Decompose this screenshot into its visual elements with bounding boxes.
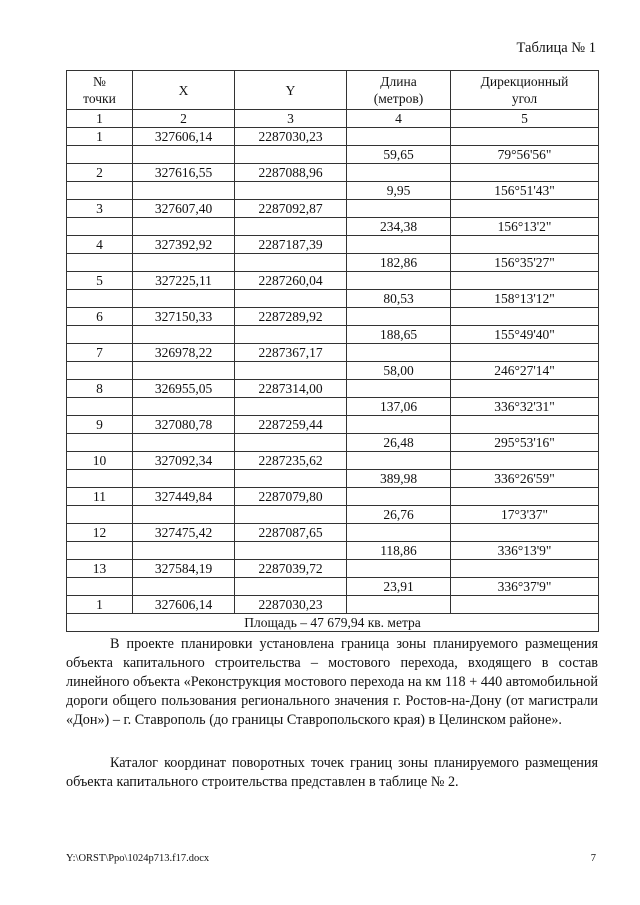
length-cell: 26,76 <box>347 506 451 524</box>
table-row <box>67 146 599 164</box>
y-cell: 2287030,23 <box>235 596 347 614</box>
x-cell <box>133 362 235 380</box>
x-cell: 327607,40 <box>133 200 235 218</box>
y-cell: 2287235,62 <box>235 452 347 470</box>
y-cell: 2287187,39 <box>235 236 347 254</box>
table-row <box>67 200 599 218</box>
y-cell: 2287092,87 <box>235 200 347 218</box>
table-row <box>67 344 599 362</box>
point-number-cell: 2 <box>67 164 133 182</box>
table-row <box>67 416 599 434</box>
angle-cell <box>451 488 599 506</box>
angle-cell <box>451 200 599 218</box>
y-cell <box>235 290 347 308</box>
length-cell <box>347 344 451 362</box>
point-number-cell <box>67 434 133 452</box>
length-cell <box>347 560 451 578</box>
x-cell: 327449,84 <box>133 488 235 506</box>
y-cell <box>235 254 347 272</box>
length-cell: 182,86 <box>347 254 451 272</box>
angle-cell: 336°13'9" <box>451 542 599 560</box>
angle-cell <box>451 560 599 578</box>
length-cell <box>347 308 451 326</box>
x-cell <box>133 506 235 524</box>
y-cell <box>235 506 347 524</box>
paragraph-catalog <box>66 754 598 792</box>
y-cell <box>235 434 347 452</box>
column-number: 5 <box>451 110 599 128</box>
length-cell: 137,06 <box>347 398 451 416</box>
y-cell: 2287260,04 <box>235 272 347 290</box>
y-cell <box>235 362 347 380</box>
angle-cell: 155°49'40" <box>451 326 599 344</box>
y-cell: 2287079,80 <box>235 488 347 506</box>
column-numbers-row <box>67 110 599 128</box>
column-number: 2 <box>133 110 235 128</box>
point-number-cell: 1 <box>67 596 133 614</box>
x-cell <box>133 434 235 452</box>
y-cell <box>235 542 347 560</box>
angle-cell <box>451 452 599 470</box>
point-number-cell <box>67 362 133 380</box>
length-cell <box>347 452 451 470</box>
point-number-cell <box>67 254 133 272</box>
angle-cell: 246°27'14" <box>451 362 599 380</box>
table-row <box>67 128 599 146</box>
length-cell: 26,48 <box>347 434 451 452</box>
table-row <box>67 488 599 506</box>
y-cell: 2287087,65 <box>235 524 347 542</box>
length-cell <box>347 416 451 434</box>
length-cell <box>347 524 451 542</box>
y-cell <box>235 326 347 344</box>
point-number-cell: 12 <box>67 524 133 542</box>
point-number-cell <box>67 290 133 308</box>
table-row <box>67 578 599 596</box>
x-cell: 327150,33 <box>133 308 235 326</box>
length-cell: 23,91 <box>347 578 451 596</box>
point-number-cell: 6 <box>67 308 133 326</box>
length-cell: 59,65 <box>347 146 451 164</box>
length-cell: 9,95 <box>347 182 451 200</box>
header-direction-angle: Дирекционный угол <box>451 71 599 110</box>
point-number-cell: 8 <box>67 380 133 398</box>
header-length: Длина (метров) <box>347 71 451 110</box>
paragraph-text: Каталог координат поворотных точек границ зоны планируемого размещения объекта капитального строительства представлен в таблице № 2. <box>66 755 598 790</box>
angle-cell: 79°56'56" <box>451 146 599 164</box>
length-cell <box>347 164 451 182</box>
point-number-cell: 7 <box>67 344 133 362</box>
table-row <box>67 308 599 326</box>
table-row <box>67 542 599 560</box>
header-y: Y <box>235 71 347 110</box>
y-cell: 2287289,92 <box>235 308 347 326</box>
length-cell <box>347 236 451 254</box>
paragraph-text: В проекте планировки установлена граница зоны планируемого размещения объекта капитального строительства – мостового перехода, входящего в состав линейного объекта «Реконструкция мостового перехода на км 118 + 440 автомобильной дороги общего пользования регионального значения г. Ростов-на-Дону (от магистрали «Дон») – г. Ставрополь (до границы Ставропольского края) в Целинском районе». <box>66 636 598 728</box>
column-number: 1 <box>67 110 133 128</box>
x-cell: 327616,55 <box>133 164 235 182</box>
x-cell <box>133 290 235 308</box>
x-cell: 327606,14 <box>133 128 235 146</box>
length-cell <box>347 200 451 218</box>
y-cell <box>235 398 347 416</box>
table-row <box>67 236 599 254</box>
point-number-cell: 3 <box>67 200 133 218</box>
x-cell <box>133 254 235 272</box>
angle-cell: 336°26'59" <box>451 470 599 488</box>
point-number-cell <box>67 218 133 236</box>
x-cell: 326955,05 <box>133 380 235 398</box>
angle-cell: 156°35'27" <box>451 254 599 272</box>
x-cell <box>133 578 235 596</box>
point-number-cell: 11 <box>67 488 133 506</box>
footer-file-path: Y:\ORST\Ppo\1024p713.f17.docx <box>66 853 210 864</box>
point-number-cell: 10 <box>67 452 133 470</box>
table-row <box>67 398 599 416</box>
header-point-number: № точки <box>67 71 133 110</box>
y-cell: 2287367,17 <box>235 344 347 362</box>
length-cell: 80,53 <box>347 290 451 308</box>
table-row <box>67 182 599 200</box>
y-cell: 2287314,00 <box>235 380 347 398</box>
point-number-cell: 5 <box>67 272 133 290</box>
table-header-row <box>67 71 599 110</box>
y-cell <box>235 182 347 200</box>
y-cell: 2287259,44 <box>235 416 347 434</box>
table-row <box>67 434 599 452</box>
x-cell: 327584,19 <box>133 560 235 578</box>
x-cell: 327225,11 <box>133 272 235 290</box>
x-cell: 327092,34 <box>133 452 235 470</box>
y-cell <box>235 218 347 236</box>
x-cell <box>133 218 235 236</box>
x-cell: 327392,92 <box>133 236 235 254</box>
angle-cell: 336°37'9" <box>451 578 599 596</box>
point-number-cell: 1 <box>67 128 133 146</box>
column-number: 4 <box>347 110 451 128</box>
table-row <box>67 272 599 290</box>
x-cell: 327606,14 <box>133 596 235 614</box>
angle-cell <box>451 524 599 542</box>
length-cell: 58,00 <box>347 362 451 380</box>
point-number-cell <box>67 542 133 560</box>
angle-cell: 156°13'2" <box>451 218 599 236</box>
y-cell: 2287088,96 <box>235 164 347 182</box>
point-number-cell <box>67 146 133 164</box>
table-row <box>67 164 599 182</box>
x-cell <box>133 398 235 416</box>
x-cell <box>133 182 235 200</box>
table-row <box>67 560 599 578</box>
point-number-cell <box>67 326 133 344</box>
angle-cell <box>451 272 599 290</box>
table-row <box>67 290 599 308</box>
coordinates-table <box>66 70 599 632</box>
angle-cell: 336°32'31" <box>451 398 599 416</box>
x-cell <box>133 326 235 344</box>
point-number-cell <box>67 578 133 596</box>
point-number-cell: 9 <box>67 416 133 434</box>
table-row <box>67 524 599 542</box>
table-row <box>67 326 599 344</box>
y-cell: 2287039,72 <box>235 560 347 578</box>
angle-cell: 17°3'37" <box>451 506 599 524</box>
point-number-cell: 4 <box>67 236 133 254</box>
length-cell <box>347 488 451 506</box>
angle-cell <box>451 164 599 182</box>
angle-cell: 156°51'43" <box>451 182 599 200</box>
y-cell <box>235 470 347 488</box>
angle-cell <box>451 308 599 326</box>
header-x: X <box>133 71 235 110</box>
y-cell: 2287030,23 <box>235 128 347 146</box>
table-row <box>67 254 599 272</box>
table-row <box>67 452 599 470</box>
point-number-cell <box>67 398 133 416</box>
paragraph-boundary <box>66 635 598 730</box>
table-row <box>67 362 599 380</box>
area-row <box>67 614 599 632</box>
angle-cell <box>451 416 599 434</box>
angle-cell <box>451 380 599 398</box>
angle-cell <box>451 596 599 614</box>
length-cell <box>347 596 451 614</box>
column-number: 3 <box>235 110 347 128</box>
angle-cell: 158°13'12" <box>451 290 599 308</box>
y-cell <box>235 578 347 596</box>
x-cell <box>133 542 235 560</box>
table-caption: Таблица № 1 <box>516 40 596 56</box>
area-total: Площадь – 47 679,94 кв. метра <box>67 614 599 632</box>
table-row <box>67 218 599 236</box>
point-number-cell <box>67 470 133 488</box>
x-cell: 326978,22 <box>133 344 235 362</box>
x-cell: 327080,78 <box>133 416 235 434</box>
angle-cell <box>451 128 599 146</box>
x-cell <box>133 146 235 164</box>
table-row <box>67 506 599 524</box>
footer-page-number: 7 <box>590 853 596 864</box>
point-number-cell: 13 <box>67 560 133 578</box>
angle-cell <box>451 236 599 254</box>
length-cell <box>347 128 451 146</box>
table-row <box>67 470 599 488</box>
length-cell: 118,86 <box>347 542 451 560</box>
length-cell: 234,38 <box>347 218 451 236</box>
length-cell <box>347 272 451 290</box>
x-cell: 327475,42 <box>133 524 235 542</box>
angle-cell <box>451 344 599 362</box>
table-row <box>67 596 599 614</box>
angle-cell: 295°53'16" <box>451 434 599 452</box>
length-cell: 188,65 <box>347 326 451 344</box>
length-cell: 389,98 <box>347 470 451 488</box>
length-cell <box>347 380 451 398</box>
x-cell <box>133 470 235 488</box>
point-number-cell <box>67 506 133 524</box>
y-cell <box>235 146 347 164</box>
point-number-cell <box>67 182 133 200</box>
table-row <box>67 380 599 398</box>
